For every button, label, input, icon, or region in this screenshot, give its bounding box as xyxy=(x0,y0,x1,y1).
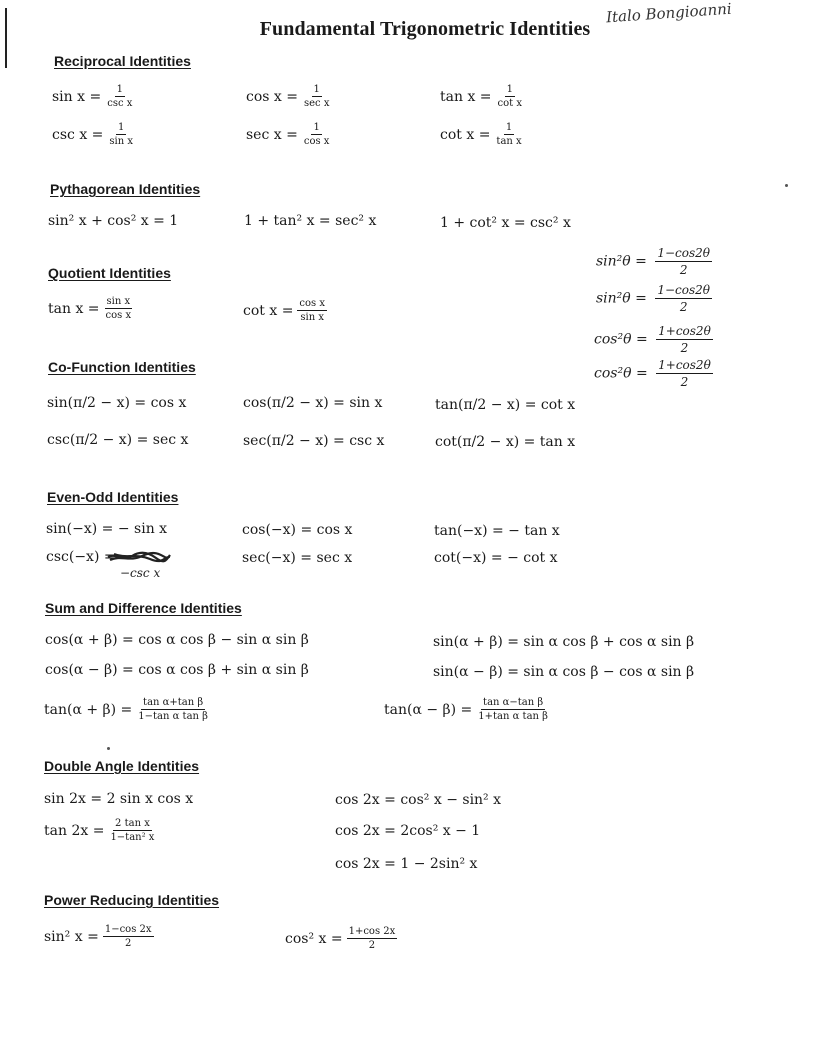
identity-tan-double: tan 2x = $\frac{\text{2 tan x}}{\text{1−tan² x}}$ xyxy=(44,818,155,843)
identity-sin-sum: sin(α + β) = sin α cos β + cos α sin β xyxy=(433,634,695,650)
document-title: Fundamental Trigonometric Identities xyxy=(259,18,591,40)
identity-even-odd-sec: sec(−x) = sec x xyxy=(242,550,353,566)
identity-reciprocal-csc: csc x = $\frac{1}{\text{sin x}}$ xyxy=(52,122,133,147)
identity-cos-sum: cos(α + β) = cos α cos β − sin α sin β xyxy=(45,632,309,648)
handwritten-signature: Italo Bongioanni xyxy=(605,0,733,27)
identity-cofunction-sec: sec(π/2 − x) = csc x xyxy=(243,433,385,449)
identity-power-reducing-cos: cos² x = $\frac{1+\cos 2x}{2}$ xyxy=(285,926,396,951)
identity-reciprocal-sin: sin x = $\frac{1}{\text{csc x}}$ xyxy=(52,84,133,109)
identity-cofunction-csc: csc(π/2 − x) = sec x xyxy=(47,432,189,448)
handwritten-note-1: sin²θ = $\frac{1-\cos 2\theta}{2}$ xyxy=(596,246,711,277)
identity-even-odd-tan: tan(−x) = − tan x xyxy=(434,523,560,539)
identity-quotient-cot: cot x = $\frac{\text{cos x}}{\text{sin x}}$ xyxy=(243,298,325,323)
identity-sin-double: sin 2x = 2 sin x cos x xyxy=(44,791,194,807)
identity-power-reducing-sin: sin² x = $\frac{1-\cos 2x}{2}$ xyxy=(44,924,152,949)
identity-reciprocal-cos: cos x = $\frac{1}{\text{sec x}}$ xyxy=(246,84,330,109)
identity-reciprocal-sec: sec x = $\frac{1}{\text{cos x}}$ xyxy=(246,122,330,147)
identity-cos-double-2: cos 2x = 2cos² x − 1 xyxy=(335,823,481,839)
section-heading-sum-difference: Sum and Difference Identities xyxy=(45,600,242,616)
section-heading-reciprocal: Reciprocal Identities xyxy=(54,53,191,69)
identity-even-odd-cot: cot(−x) = − cot x xyxy=(434,550,558,566)
section-heading-pythagorean: Pythagorean Identities xyxy=(50,181,201,197)
identity-pythagorean-2: 1 + tan² x = sec² x xyxy=(244,213,377,229)
identity-even-odd-sin: sin(−x) = − sin x xyxy=(46,521,168,537)
identity-reciprocal-cot: cot x = $\frac{1}{\text{tan x}}$ xyxy=(440,122,522,147)
section-heading-double-angle: Double Angle Identities xyxy=(44,758,200,774)
identity-reciprocal-tan: tan x = $\frac{1}{\text{cot x}}$ xyxy=(440,84,522,109)
identity-pythagorean-3: 1 + cot² x = csc² x xyxy=(440,215,571,231)
identity-tan-difference: tan(α − β) = $\frac{\text{tan α−tan β}}{\text{1+tan α tan β}}$ xyxy=(384,697,548,722)
identity-sin-difference: sin(α − β) = sin α cos β − cos α sin β xyxy=(433,664,695,680)
identity-pythagorean-1: sin² x + cos² x = 1 xyxy=(48,213,179,229)
paper-speck xyxy=(785,184,788,187)
identity-cos-difference: cos(α − β) = cos α cos β + sin α sin β xyxy=(45,662,309,678)
handwritten-correction: −csc x xyxy=(120,566,161,580)
section-heading-power-reducing: Power Reducing Identities xyxy=(44,892,220,908)
identity-even-odd-cos: cos(−x) = cos x xyxy=(242,522,353,538)
section-heading-cofunction: Co-Function Identities xyxy=(48,359,196,375)
handwritten-note-2: sin²θ = $\frac{1-\cos 2\theta}{2}$ xyxy=(596,283,711,314)
identity-quotient-tan: tan x = $\frac{\text{sin x}}{\text{cos x}}$ xyxy=(48,296,132,321)
paper-speck xyxy=(107,747,110,750)
identity-cofunction-cot: cot(π/2 − x) = tan x xyxy=(435,434,576,450)
identity-cofunction-cos: cos(π/2 − x) = sin x xyxy=(243,395,383,411)
section-heading-even-odd: Even-Odd Identities xyxy=(47,489,179,505)
identity-cofunction-tan: tan(π/2 − x) = cot x xyxy=(435,397,576,413)
handwritten-note-4: cos²θ = $\frac{1+\cos 2\theta}{2}$ xyxy=(594,358,711,389)
handwritten-note-3: cos²θ = $\frac{1+\cos 2\theta}{2}$ xyxy=(594,324,711,355)
identity-tan-sum: tan(α + β) = $\frac{\text{tan α+tan β}}{\text{1−tan α tan β}}$ xyxy=(44,697,208,722)
section-heading-quotient: Quotient Identities xyxy=(48,265,171,281)
identity-even-odd-csc: csc(−x) = xyxy=(46,549,116,565)
identity-cos-double-3: cos 2x = 1 − 2sin² x xyxy=(335,856,478,872)
identity-cos-double-1: cos 2x = cos² x − sin² x xyxy=(335,792,502,808)
identity-cofunction-sin: sin(π/2 − x) = cos x xyxy=(47,395,187,411)
scribbled-out-text xyxy=(106,550,172,564)
